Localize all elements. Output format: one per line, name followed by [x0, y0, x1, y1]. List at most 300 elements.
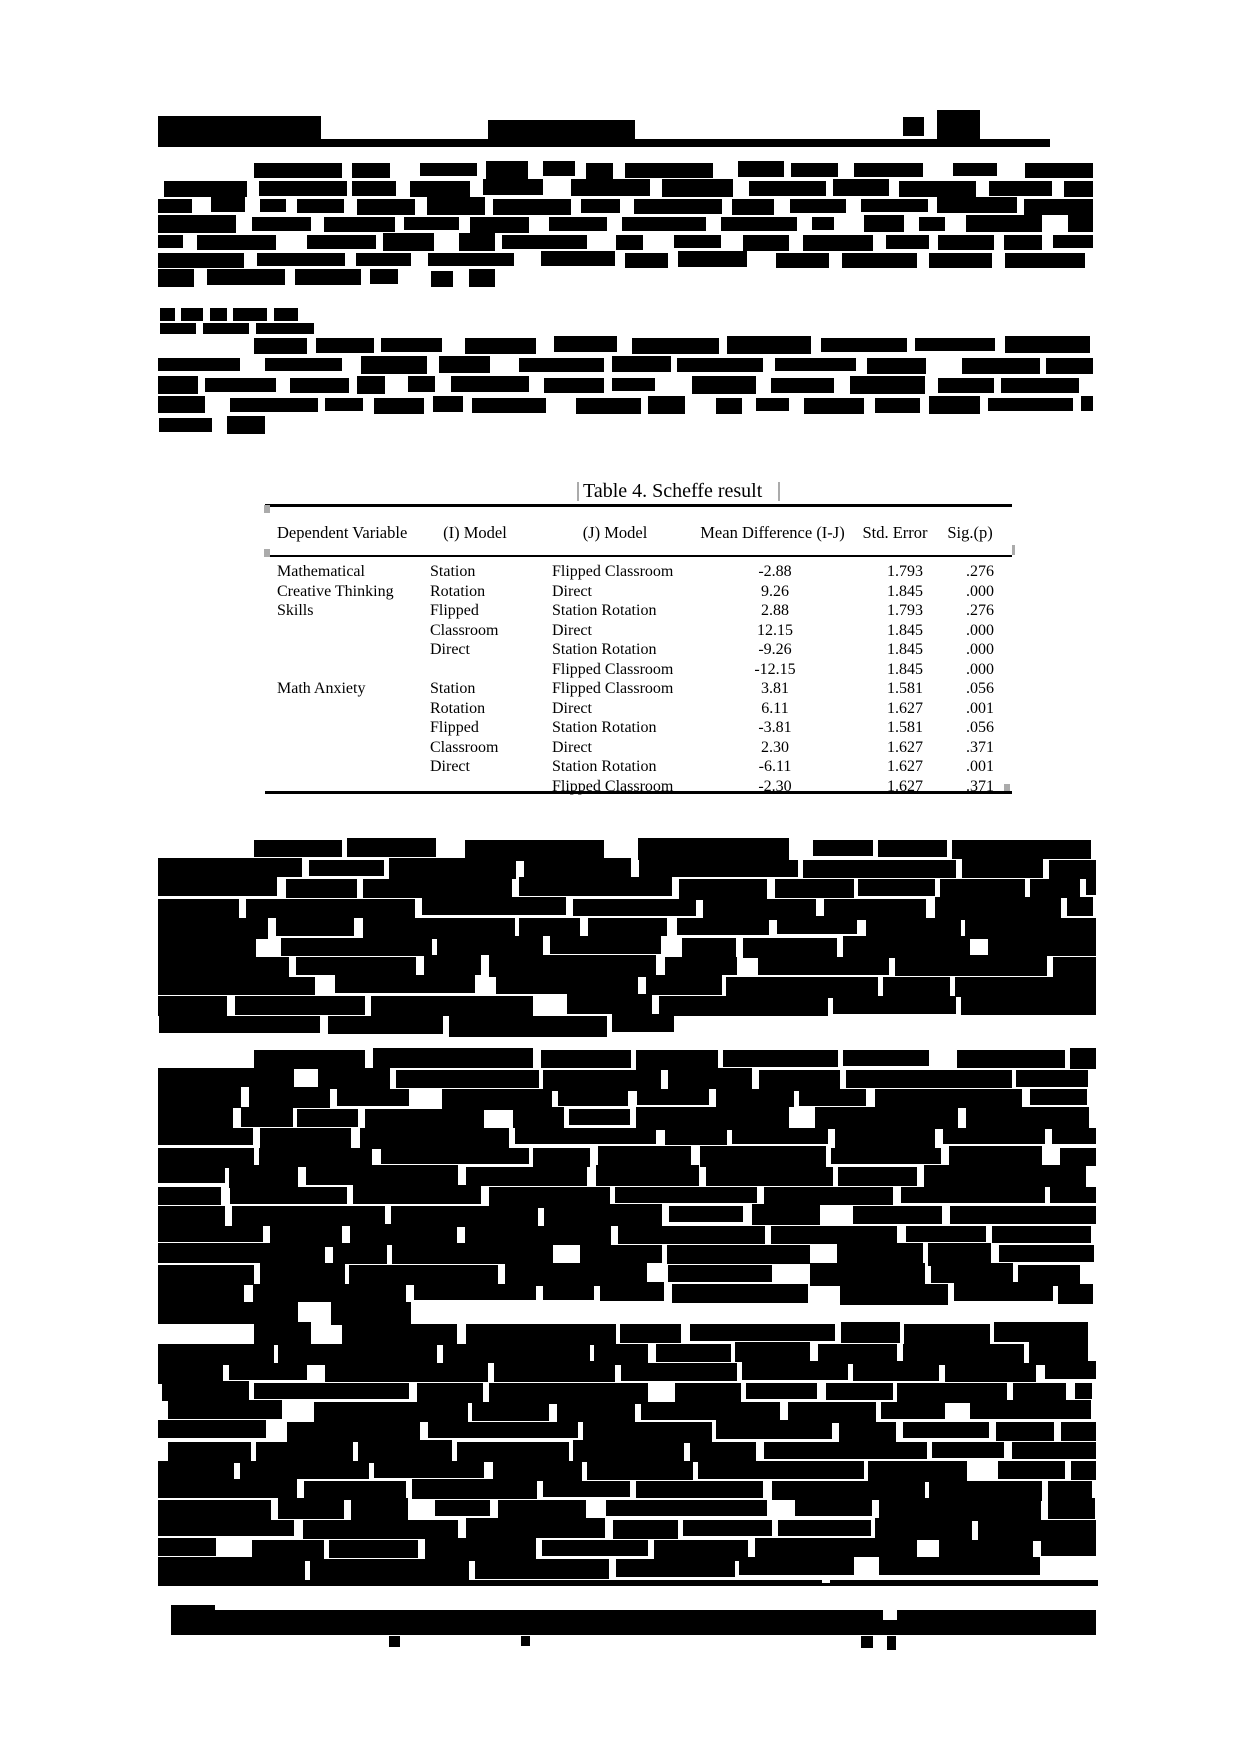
column-header: Mean Difference (I-J) [700, 523, 845, 542]
redacted-text-line [978, 1520, 1096, 1541]
redacted-text-line [290, 378, 349, 393]
redacted-text-line [672, 1284, 808, 1303]
redacted-text-line [158, 1068, 294, 1087]
redacted-text-line [837, 1243, 923, 1263]
redacted-text-line [472, 1402, 549, 1421]
redacted-text-line [370, 269, 398, 284]
redacted-text-line [878, 840, 947, 857]
redacted-text-line [324, 217, 395, 232]
redacted-text-line [494, 1361, 615, 1382]
redacted-text-line [524, 858, 631, 878]
redacted-text-line [904, 1324, 990, 1344]
redacted-text-line [953, 163, 997, 176]
table-cell: Flipped Classroom [552, 680, 674, 697]
redacted-text-line [612, 356, 671, 372]
redacted-text-line [229, 1165, 298, 1188]
header-redaction-block [158, 139, 1050, 147]
redacted-text-line [241, 1107, 293, 1127]
redacted-text-line [668, 1068, 752, 1089]
redacted-text-line [1041, 1540, 1096, 1556]
redacted-text-line [439, 356, 490, 373]
redacted-text-line [544, 378, 604, 393]
redacted-text-line [954, 1282, 1053, 1301]
column-header: Std. Error [862, 523, 928, 542]
redacted-text-line [924, 1165, 1086, 1187]
redacted-text-line [1052, 1128, 1096, 1144]
redacted-text-line [295, 269, 361, 285]
redacted-text-line [433, 396, 463, 412]
redacted-text-line [544, 1204, 662, 1226]
redacted-text-line [861, 199, 928, 212]
redacted-text-line [682, 938, 736, 959]
redacted-text-line [373, 1048, 533, 1068]
redacted-text-line [835, 1126, 935, 1148]
redacted-text-line [306, 1165, 458, 1185]
redacted-text-line [281, 938, 432, 956]
table-cell: Direct [552, 583, 592, 600]
section-heading-redaction [160, 308, 175, 321]
table-cell: -6.11 [758, 758, 792, 775]
redacted-text-line [838, 1167, 917, 1186]
redacted-text-line [1013, 1383, 1066, 1400]
table-rule-header [265, 555, 1012, 557]
redacted-text-line [632, 338, 719, 354]
redacted-text-line [735, 1342, 810, 1362]
redacted-text-line [746, 1383, 817, 1399]
redacted-text-line [840, 1284, 948, 1305]
redacted-text-line [158, 269, 194, 287]
redacted-text-line [489, 955, 656, 977]
redacted-text-line [254, 1050, 365, 1069]
redacted-text-line [957, 1050, 1065, 1068]
redacted-text-line [168, 1442, 251, 1463]
table-caption: Table 4. Scheffe result [583, 480, 763, 502]
redacted-text-line [158, 938, 256, 957]
redacted-text-line [363, 879, 512, 898]
redacted-text-line [970, 1400, 1091, 1419]
redacted-text-line [357, 199, 415, 215]
redacted-text-line [1024, 199, 1093, 215]
redacted-text-line [1016, 1070, 1088, 1087]
redacted-text-line [625, 163, 713, 178]
redacted-text-line [158, 899, 239, 918]
redacted-text-line [698, 1461, 864, 1479]
table-cell: -9.26 [758, 641, 792, 658]
redacted-text-line [470, 217, 529, 233]
redacted-text-line [533, 1148, 590, 1167]
redacted-text-line [654, 1540, 748, 1561]
redacted-text-line [424, 955, 481, 975]
redacted-text-line [919, 217, 945, 231]
redacted-text-line [961, 996, 1096, 1015]
table-cell: Direct [552, 622, 592, 639]
redacted-text-line [309, 860, 384, 876]
redacted-text-line [256, 1442, 353, 1463]
redacted-text-line [938, 235, 994, 250]
redacted-text-line [567, 994, 652, 1014]
redacted-text-line [1064, 181, 1093, 197]
redacted-text-line [158, 996, 227, 1016]
redacted-text-line [906, 1226, 986, 1242]
redacted-text-line [519, 358, 604, 372]
redacted-text-line [1030, 879, 1080, 898]
redacted-text-line [254, 163, 342, 178]
redacted-text-line [360, 1128, 509, 1149]
redacted-text-line [678, 251, 747, 267]
redacted-text-line [543, 1282, 594, 1300]
redacted-text-line [158, 1107, 233, 1128]
table-cell: 1.581 [887, 719, 923, 736]
redacted-text-line [259, 181, 347, 196]
redacted-text-line [158, 1284, 244, 1303]
redacted-text-line [1012, 1442, 1096, 1459]
table-cell: Flipped [430, 719, 479, 736]
table-cell: 2.88 [761, 602, 789, 619]
table-cell: Skills [277, 602, 314, 619]
table-cell: .056 [966, 680, 994, 697]
table-cell: 1.845 [887, 583, 923, 600]
redacted-text-line [966, 215, 1042, 232]
redacted-text-line [361, 356, 427, 374]
redacted-text-line [881, 1402, 945, 1419]
redacted-text-line [879, 1557, 1040, 1575]
redacted-text-line [716, 398, 742, 414]
redacted-text-line [716, 1420, 832, 1439]
table-cell: .000 [966, 661, 994, 678]
redacted-text-line [952, 840, 1091, 859]
redacted-text-line [337, 1089, 409, 1106]
redacted-text-line [356, 253, 411, 266]
redacted-text-line [543, 1481, 630, 1497]
redacted-text-line [158, 1420, 266, 1438]
redacted-text-line [554, 336, 617, 352]
redacted-text-line [229, 1363, 307, 1380]
redacted-text-line [639, 860, 798, 877]
redacted-text-line [803, 860, 956, 878]
redacted-text-line [875, 398, 920, 413]
redacted-text-line [1086, 879, 1096, 895]
redacted-text-line [158, 1344, 274, 1365]
redacted-text-line [254, 338, 307, 354]
footer-redaction-block [521, 1636, 530, 1646]
redacted-text-line [679, 879, 767, 900]
redacted-text-line [353, 1185, 481, 1204]
header-redaction-block [937, 110, 980, 141]
redacted-text-line [1081, 396, 1093, 411]
redacted-text-line [350, 1224, 457, 1245]
redacted-text-line [351, 1498, 408, 1520]
redacted-text-line [316, 338, 374, 353]
redacted-text-line [232, 1206, 385, 1226]
redacted-text-line [417, 1383, 483, 1403]
section-heading-redaction [233, 308, 267, 321]
redacted-text-line [821, 338, 907, 352]
column-header: (J) Model [582, 523, 648, 542]
redacted-text-line [612, 1014, 674, 1032]
redacted-text-line [939, 1540, 1033, 1557]
redacted-text-line [615, 1187, 757, 1203]
redacted-text-line [777, 916, 857, 934]
redacted-text-line [246, 899, 415, 918]
redacted-text-line [318, 1068, 390, 1089]
redacted-text-line [743, 938, 837, 958]
redacted-text-line [158, 215, 236, 233]
redacted-text-line [764, 1187, 893, 1205]
redacted-text-line [613, 1520, 678, 1539]
redacted-text-line [278, 1498, 344, 1519]
scan-artifact-mark [264, 505, 270, 513]
section-heading-redaction [203, 323, 249, 334]
redacted-text-line [1048, 1498, 1095, 1519]
redacted-text-line [329, 1540, 418, 1558]
redacted-text-line [422, 897, 566, 915]
redacted-text-line [775, 879, 854, 898]
redacted-text-line [795, 1500, 872, 1516]
redacted-text-line [240, 1461, 369, 1479]
redacted-text-line [168, 1400, 282, 1419]
table-cell: Flipped Classroom [552, 778, 674, 795]
table-cell: 1.581 [887, 680, 923, 697]
table-cell: Rotation [430, 583, 486, 600]
redacted-text-line [414, 1284, 536, 1300]
redacted-text-line [513, 1107, 564, 1128]
redacted-text-line [1030, 1089, 1087, 1105]
redacted-text-line [989, 181, 1052, 196]
redacted-text-line [1046, 358, 1093, 374]
redacted-text-line [412, 1479, 537, 1499]
column-header: Sig.(p) [947, 523, 993, 542]
redacted-text-line [158, 1538, 216, 1556]
table-cell: -12.15 [754, 661, 796, 678]
redacted-text-line [690, 1442, 756, 1462]
redacted-text-line [1005, 336, 1090, 353]
redacted-text-line [743, 235, 789, 251]
redacted-text-line [1061, 1422, 1096, 1441]
redacted-text-line [846, 1070, 1012, 1088]
table-cell: 1.845 [887, 622, 923, 639]
redacted-text-line [716, 1089, 794, 1107]
table-cell: -2.30 [758, 778, 792, 795]
table-cell: Mathematical [277, 563, 365, 580]
redacted-text-line [549, 217, 607, 231]
redacted-text-line [249, 1087, 330, 1108]
redacted-text-line [431, 271, 453, 287]
section-heading-redaction [181, 308, 203, 321]
table-cell: Flipped [430, 602, 479, 619]
table-cell: Creative Thinking [277, 583, 394, 600]
redacted-text-line [812, 217, 834, 230]
redacted-text-line [158, 1243, 325, 1263]
redacted-text-line [803, 235, 873, 251]
redacted-text-line [335, 975, 475, 993]
table-cell: Classroom [430, 739, 499, 756]
redacted-text-line [580, 1245, 662, 1263]
section-heading-redaction [256, 323, 314, 334]
redacted-text-line [325, 1363, 488, 1382]
redacted-text-line [257, 253, 345, 266]
table-cell: 12.15 [757, 622, 793, 639]
redacted-text-line [371, 996, 533, 1016]
redacted-text-line [475, 1559, 609, 1579]
redacted-text-line [253, 1284, 406, 1302]
table-cell: Classroom [430, 622, 499, 639]
redacted-text-line [756, 398, 789, 411]
redacted-text-line [621, 1363, 737, 1381]
redacted-text-line [929, 253, 992, 268]
redacted-text-line [557, 1400, 635, 1422]
redacted-text-line [804, 398, 864, 414]
redacted-text-line [669, 1206, 743, 1222]
redacted-text-line [374, 1461, 484, 1478]
redacted-text-line [158, 1520, 294, 1536]
redacted-text-line [158, 396, 205, 413]
redacted-text-line [158, 877, 277, 896]
redacted-text-line [1071, 1461, 1096, 1480]
redacted-text-line [932, 1442, 1004, 1458]
redacted-text-line [656, 1344, 731, 1362]
redacted-text-line [875, 1089, 1022, 1108]
redacted-text-line [771, 1226, 897, 1244]
redacted-text-line [988, 398, 1073, 411]
redacted-text-line [449, 1016, 607, 1037]
redacted-text-line [158, 253, 244, 268]
redacted-text-line [776, 253, 829, 268]
redacted-text-line [915, 338, 995, 351]
redacted-text-line [230, 1187, 347, 1204]
table-cell: .276 [966, 563, 994, 580]
table-cell: .371 [966, 739, 994, 756]
redacted-text-line [775, 358, 856, 371]
redacted-text-line [459, 233, 495, 251]
redacted-text-line [502, 235, 587, 249]
redacted-text-line [543, 161, 575, 176]
redacted-text-line [799, 1089, 866, 1106]
redacted-text-line [254, 840, 342, 857]
redacted-text-line [162, 1381, 249, 1401]
table-cell: Station Rotation [552, 758, 657, 775]
table-cell: Flipped Classroom [552, 661, 674, 678]
header-redaction-block [488, 120, 635, 141]
redacted-text-line [457, 1442, 569, 1462]
section-heading-redaction [160, 323, 196, 334]
scan-artifact-mark [1004, 784, 1010, 791]
redacted-text-line [207, 269, 285, 285]
redacted-text-line [381, 1148, 529, 1164]
redacted-text-line [1058, 1284, 1093, 1304]
table-cell: Station Rotation [552, 719, 657, 736]
redacted-text-line [791, 163, 838, 177]
redacted-text-line [616, 235, 643, 250]
redacted-text-line [738, 161, 784, 177]
table-cell: .056 [966, 719, 994, 736]
redacted-text-line [858, 879, 935, 896]
redacted-text-line [158, 1128, 253, 1145]
redacted-text-line [943, 1128, 1045, 1144]
redacted-text-line [1067, 897, 1093, 916]
redacted-text-line [841, 1322, 900, 1343]
redacted-text-line [515, 1128, 656, 1144]
redacted-text-line [727, 336, 811, 354]
redacted-text-line [333, 1243, 387, 1264]
scan-artifact-mark [778, 482, 780, 501]
redacted-text-line [994, 1322, 1088, 1342]
table-cell: .001 [966, 758, 994, 775]
redacted-text-line [287, 1422, 420, 1442]
redacted-text-line [600, 1282, 664, 1301]
redacted-text-line [1025, 163, 1093, 178]
redacted-text-line [325, 398, 363, 411]
redacted-text-line [158, 235, 183, 248]
redacted-text-line [903, 1422, 989, 1438]
redacted-text-line [541, 251, 615, 266]
redacted-text-line [596, 1165, 699, 1186]
redacted-text-line [486, 161, 528, 179]
table-cell: Station Rotation [552, 641, 657, 658]
redacted-text-line [286, 879, 357, 898]
redacted-text-line [158, 977, 315, 995]
redacted-text-line [646, 975, 722, 995]
redacted-text-line [408, 376, 435, 392]
redacted-text-line [451, 376, 529, 392]
table-cell: -2.88 [758, 563, 792, 580]
redacted-text-line [158, 358, 240, 371]
table-cell: .000 [966, 641, 994, 658]
redacted-text-line [519, 877, 672, 896]
redacted-text-line [1060, 1148, 1096, 1166]
redacted-text-line [347, 838, 436, 857]
redacted-text-line [648, 396, 685, 414]
table-cell: -3.81 [758, 719, 792, 736]
redacted-text-line [496, 975, 638, 994]
redacted-text-line [1053, 957, 1096, 977]
redacted-text-line [690, 1324, 835, 1341]
redacted-text-line [472, 398, 546, 413]
redacted-text-line [988, 938, 1096, 956]
redacted-text-line [742, 1361, 848, 1380]
table-cell: Direct [552, 739, 592, 756]
redacted-text-line [352, 163, 390, 178]
redacted-text-line [749, 181, 826, 196]
redacted-text-line [396, 1070, 539, 1088]
redacted-text-line [853, 1206, 942, 1224]
redacted-text-line [197, 235, 276, 250]
redacted-text-line [726, 977, 878, 998]
redacted-text-line [901, 1187, 1045, 1203]
redacted-text-line [252, 217, 311, 231]
table-cell: Rotation [430, 700, 486, 717]
redacted-text-line [519, 918, 580, 936]
redacted-text-line [895, 955, 1047, 976]
redacted-text-line [622, 217, 706, 231]
table-cell: .000 [966, 622, 994, 639]
redacted-text-line [466, 1518, 605, 1538]
redacted-text-line [158, 918, 268, 939]
redacted-text-line [641, 1402, 780, 1420]
redacted-text-line [1053, 235, 1093, 248]
redacted-text-line [732, 199, 774, 215]
redacted-text-line [1050, 1187, 1096, 1203]
redacted-text-line [428, 253, 514, 266]
table-cell: Flipped Classroom [552, 563, 674, 580]
table-cell: Station [430, 563, 476, 580]
redacted-text-line [950, 1206, 1096, 1224]
redacted-text-line [541, 1050, 631, 1068]
redacted-text-line [755, 1538, 917, 1557]
table-cell: 1.845 [887, 661, 923, 678]
redacted-text-line [833, 996, 956, 1014]
redacted-text-line [158, 957, 289, 978]
redacted-text-line [227, 416, 265, 434]
